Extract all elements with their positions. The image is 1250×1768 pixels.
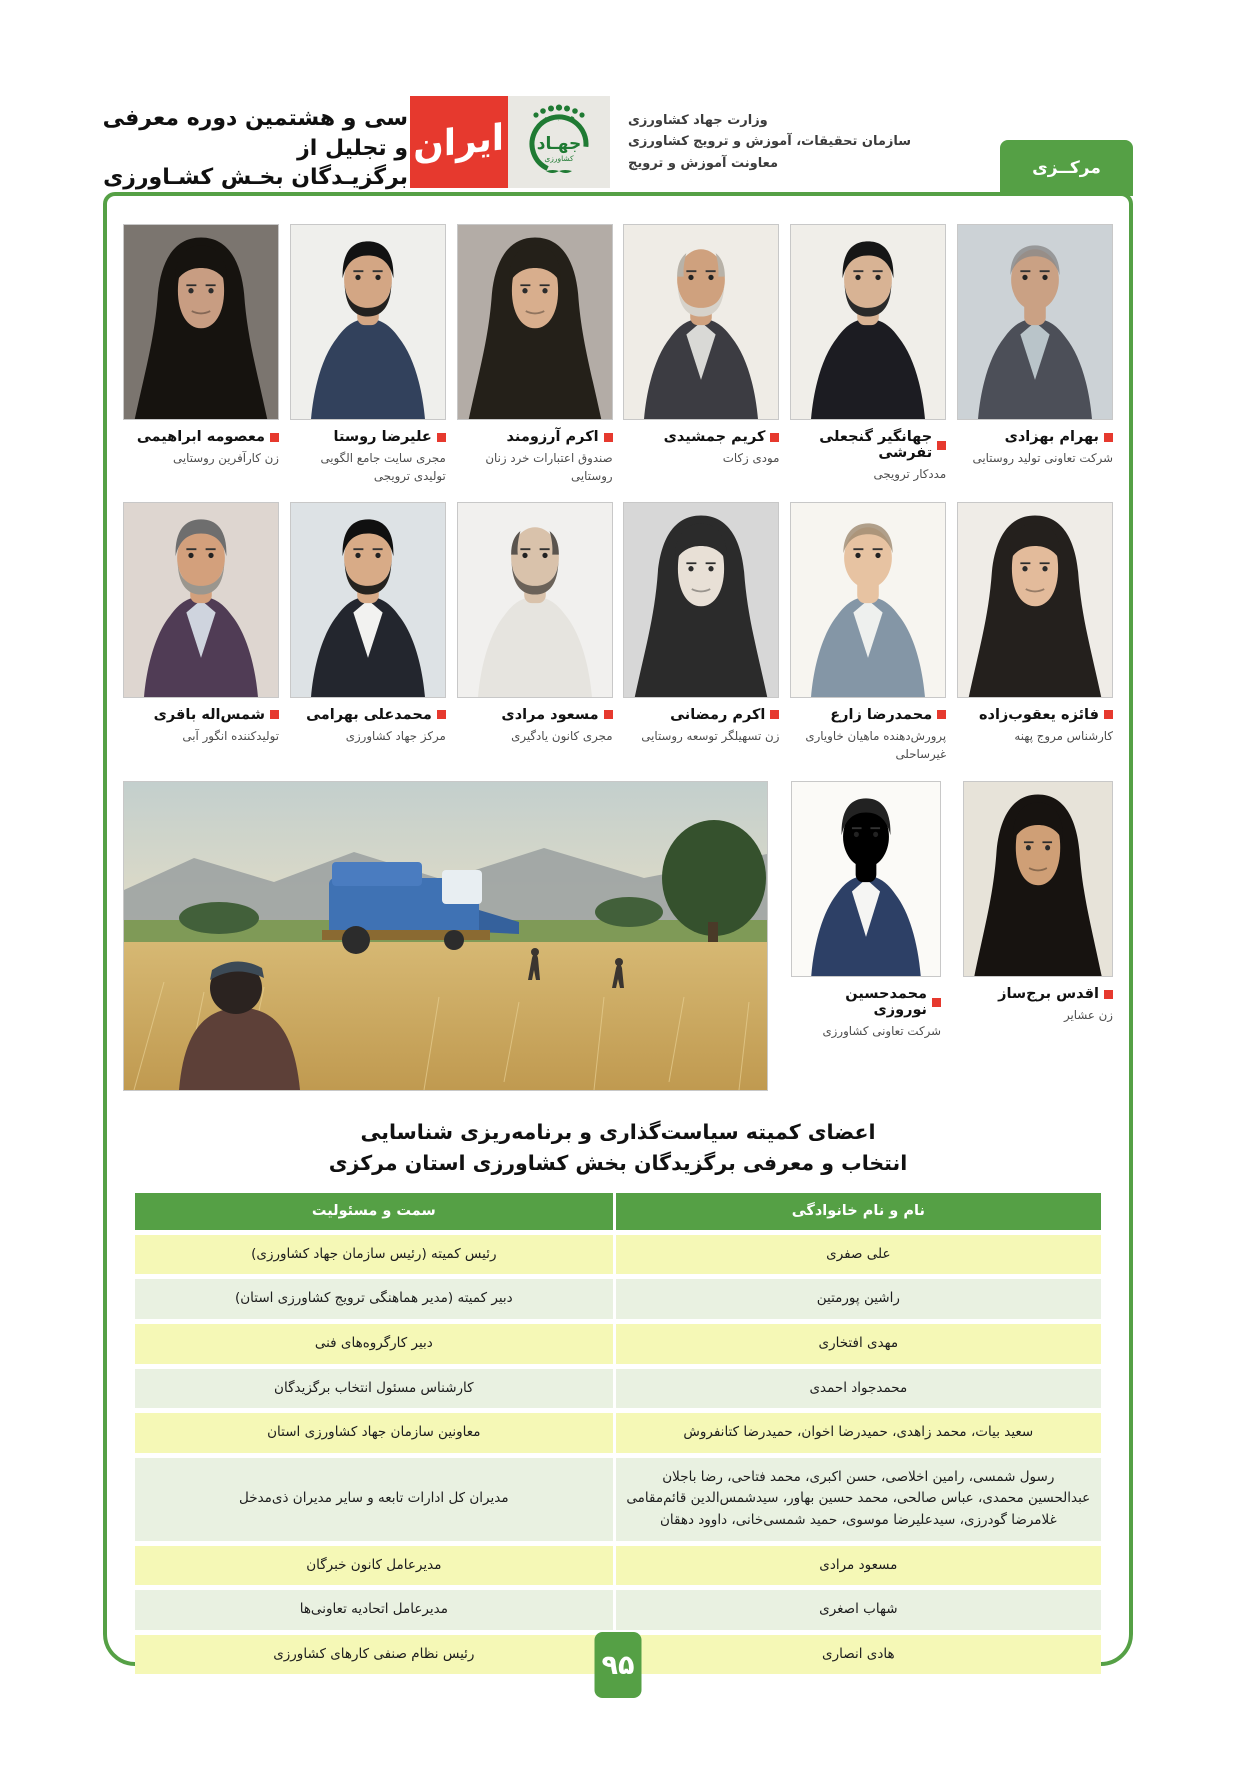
ministry-text — [628, 110, 911, 174]
honoree-role: پرورش‌دهنده ماهیان خاویاری غیرساحلی — [805, 728, 947, 761]
iran-logo — [410, 96, 508, 188]
red-square-icon — [937, 710, 946, 719]
portrait-photo — [623, 502, 779, 698]
jahad-keshavarzi-logo — [508, 96, 610, 188]
honoree-row-2 — [123, 502, 1113, 764]
name-cell: سعید بیات، محمد زاهدی، حمیدرضا اخوان، حمیدرضا کتانفروش — [616, 1413, 1101, 1453]
honoree-role: مجری کانون یادگیری — [511, 728, 613, 743]
honoree-name: کریم جمشیدی — [623, 429, 779, 445]
honoree-name: اکرم آرزومند — [457, 429, 613, 445]
honoree-name: شمس‌اله باقری — [123, 707, 279, 723]
table-header-name: نام و نام خانوادگی — [616, 1193, 1101, 1230]
honoree-role: مرکز جهاد کشاورزی — [345, 728, 446, 743]
committee-table-body — [135, 1235, 1101, 1675]
portrait-photo — [123, 224, 279, 420]
table-row — [135, 1546, 1101, 1586]
portrait-photo — [791, 781, 941, 977]
honoree-name: محمدرضا زارع — [790, 707, 946, 723]
honoree-name: مسعود مرادی — [457, 707, 613, 723]
honoree-role: کارشناس مروج پهنه — [1014, 728, 1113, 743]
table-row — [135, 1279, 1101, 1319]
honoree-role: مددکار ترویجی — [873, 467, 947, 481]
name-cell: شهاب اصغری — [616, 1590, 1101, 1630]
portrait-photo — [957, 224, 1113, 420]
honoree-role: زن تسهیلگر توسعه روستایی — [641, 728, 780, 743]
name-cell: رسول شمسی، رامین اخلاصی، حسن اکبری، محمد فتاحی، رضا باجلان عبدالحسین محمدی، عباس صالحی، محمد حسین بهاور، سیدشمس‌الدین قائم‌مقامی غلامرضا گودرزی، سیدعلیرضا موسوی، حمید شمسی‌خانی، داوود دهقان — [616, 1458, 1101, 1541]
role-cell: رئیس کمیته (رئیس سازمان جهاد کشاورزی) — [135, 1235, 613, 1275]
honoree-role: مودی زکات — [722, 451, 780, 465]
honoree-figure — [457, 224, 613, 486]
jahad-logo-icon — [516, 99, 602, 185]
content-box — [103, 192, 1133, 1681]
committee-title-line2: انتخاب و معرفی برگزیدگان بخش کشاورزی استان مرکزی — [328, 1150, 908, 1175]
honoree-name: جهانگیر گنجعلی تفرشی — [790, 429, 946, 461]
iran-logo-text: ایران — [413, 116, 505, 168]
portrait-photo — [790, 224, 946, 420]
honoree-name: علیرضا روستا — [290, 429, 446, 445]
portrait-photo — [290, 224, 446, 420]
red-square-icon — [437, 710, 446, 719]
harvest-photo — [123, 781, 768, 1091]
honoree-name: اقدس برج‌ساز — [963, 986, 1113, 1002]
role-cell: مدیرعامل اتحادیه تعاونی‌ها — [135, 1590, 613, 1630]
red-square-icon — [604, 710, 613, 719]
portrait-photo — [963, 781, 1113, 977]
honoree-name: اکرم رمضانی — [623, 707, 779, 723]
page-number-badge — [595, 1632, 642, 1698]
table-row — [135, 1413, 1101, 1453]
honoree-name: فائزه یعقوب‌زاده — [957, 707, 1113, 723]
table-header-role: سمت و مسئولیت — [135, 1193, 613, 1230]
portrait-photo — [623, 224, 779, 420]
honoree-role: شرکت تعاونی تولید روستایی — [972, 451, 1113, 465]
honoree-role: زن کارآفرین روستایی — [173, 451, 280, 465]
ministry-line: معاونت آموزش و ترویج — [628, 155, 779, 171]
role-cell: مدیرعامل کانون خبرگان — [135, 1546, 613, 1586]
honoree-role: تولیدکننده انگور آبی — [182, 728, 280, 743]
portrait-photo — [790, 502, 946, 698]
red-square-icon — [937, 441, 946, 450]
honoree-figure — [957, 502, 1113, 745]
honoree-figure — [623, 224, 779, 467]
red-square-icon — [770, 710, 779, 719]
honoree-row-3-figures — [772, 781, 1113, 1040]
portrait-photo — [457, 224, 613, 420]
honoree-figure — [790, 502, 946, 764]
role-cell: دبیر کمیته (مدیر هماهنگی ترویج کشاورزی استان) — [135, 1279, 613, 1319]
red-square-icon — [1104, 710, 1113, 719]
red-square-icon — [932, 998, 941, 1007]
table-row — [135, 1590, 1101, 1630]
honoree-figure — [791, 781, 941, 1040]
red-square-icon — [604, 433, 613, 442]
honoree-figure — [290, 502, 446, 745]
ministry-line: وزارت جهاد کشاورزی — [628, 113, 768, 128]
name-cell: علی صفری — [616, 1235, 1101, 1275]
table-row — [135, 1235, 1101, 1275]
honoree-name: بهرام بهزادی — [957, 429, 1113, 445]
honoree-row-3 — [123, 781, 1113, 1091]
portrait-photo — [957, 502, 1113, 698]
page-title — [98, 104, 408, 193]
svg-text:کشاورزی: کشاورزی — [544, 154, 574, 163]
red-square-icon — [770, 433, 779, 442]
portrait-photo — [123, 502, 279, 698]
role-cell: مدیران کل ادارات تابعه و سایر مدیران ذی‌مدخل — [135, 1458, 613, 1541]
name-cell: راشین پورمتین — [616, 1279, 1101, 1319]
honoree-figure — [290, 224, 446, 486]
honoree-figure — [963, 781, 1113, 1040]
harvest-scene-illustration — [124, 782, 767, 1090]
honoree-row-1 — [123, 224, 1113, 486]
red-square-icon — [270, 433, 279, 442]
ministry-line: سازمان تحقیقات، آموزش و ترویج کشاورزی — [628, 134, 912, 150]
role-cell: کارشناس مسئول انتخاب برگزیدگان — [135, 1369, 613, 1409]
name-cell: مسعود مرادی — [616, 1546, 1101, 1586]
honoree-figure — [123, 224, 279, 467]
honoree-name: معصومه ابراهیمی — [123, 429, 279, 445]
red-square-icon — [1104, 433, 1113, 442]
svg-text:جهـاد: جهـاد — [536, 134, 582, 154]
page-number: ۹۵ — [601, 1649, 635, 1681]
committee-table-header — [135, 1193, 1101, 1230]
page-title-line1: سی و هشتمین دوره معرفی و تجلیل از — [102, 106, 408, 161]
committee-title-line1: اعضای کمیته سیاست‌گذاری و برنامه‌ریزی شناسایی — [360, 1120, 876, 1145]
name-cell: محمدجواد احمدی — [616, 1369, 1101, 1409]
name-cell: مهدی افتخاری — [616, 1324, 1101, 1364]
honoree-role: مجری سایت جامع الگویی تولیدی ترویجی — [320, 451, 446, 484]
page-title-line2: برگزیـدگان بخـش کشـاورزی — [103, 165, 408, 191]
honoree-figure — [790, 224, 946, 483]
table-row — [135, 1369, 1101, 1409]
red-square-icon — [1104, 990, 1113, 999]
red-square-icon — [437, 433, 446, 442]
role-cell: رئیس نظام صنفی کارهای کشاورزی — [135, 1635, 613, 1675]
honoree-figure — [123, 502, 279, 745]
honoree-figure — [957, 224, 1113, 467]
honoree-role: صندوق اعتبارات خرد زنان روستایی — [485, 451, 613, 484]
honoree-figure — [623, 502, 779, 745]
name-cell: هادی انصاری — [616, 1635, 1101, 1675]
portrait-photo — [457, 502, 613, 698]
honoree-name: محمدحسین نوروزی — [791, 986, 941, 1018]
committee-title — [123, 1117, 1113, 1179]
honoree-role: شرکت تعاونی کشاورزی — [822, 1024, 941, 1039]
honoree-role: زن عشایر — [1063, 1008, 1113, 1023]
red-square-icon — [270, 710, 279, 719]
region-tab-label: مرکــزی — [1032, 158, 1101, 178]
region-tab-markazi — [1000, 140, 1133, 196]
table-row — [135, 1324, 1101, 1364]
table-row — [135, 1458, 1101, 1541]
portrait-photo — [290, 502, 446, 698]
honoree-figure — [457, 502, 613, 745]
role-cell: معاونین سازمان جهاد کشاورزی استان — [135, 1413, 613, 1453]
committee-table — [135, 1193, 1101, 1675]
honoree-name: محمدعلی بهرامی — [290, 707, 446, 723]
role-cell: دبیر کارگروه‌های فنی — [135, 1324, 613, 1364]
svg-text:همه با هم: همه با هم — [543, 113, 575, 122]
